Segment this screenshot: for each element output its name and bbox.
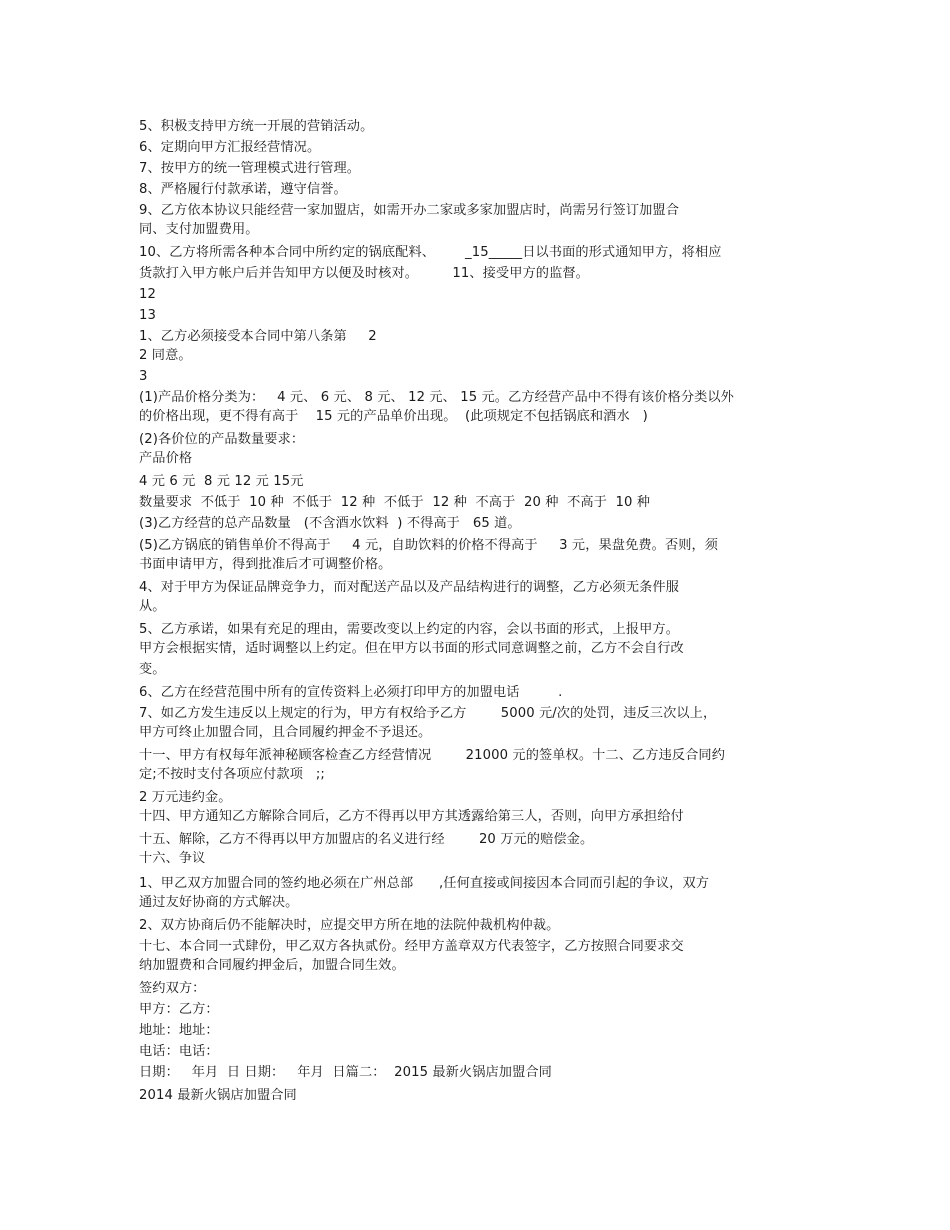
text-line: 的价格出现，更不得有高于 15 元的产品单价出现。 (此项规定不包括锅底和酒水 ) bbox=[139, 409, 648, 424]
text-line: 6、定期向甲方汇报经营情况。 bbox=[139, 140, 321, 155]
text-line: 10、乙方将所需各种本合同中所约定的锅底配料、 _15_____日以书面的形式通知甲方，将相应 bbox=[139, 245, 722, 260]
text-line: 4、对于甲方为保证品牌竞争力，而对配送产品以及产品结构进行的调整，乙方必须无条件服 bbox=[139, 580, 679, 595]
text-line: 从。 bbox=[139, 599, 166, 614]
text-line: 7、按甲方的统一管理模式进行管理。 bbox=[139, 161, 361, 176]
text-line: 十一、甲方有权每年派神秘顾客检查乙方经营情况 21000 元的签单权。十二、乙方违反合同约 bbox=[139, 748, 725, 763]
text-line: 十四、甲方通知乙方解除合同后，乙方不得再以甲方其透露给第三人，否则，向甲方承担给付 bbox=[139, 809, 684, 824]
text-line: 书面申请甲方，得到批准后才可调整价格。 bbox=[139, 557, 392, 572]
text-line: 同、支付加盟费用。 bbox=[139, 222, 259, 237]
text-line: 5、乙方承诺，如果有充足的理由，需要改变以上约定的内容，会以书面的形式，上报甲方。 bbox=[139, 622, 679, 637]
text-line: (1)产品价格分类为： 4 元、 6 元、 8 元、 12 元、 15 元。乙方经营产品中不得有该价格分类以外 bbox=[139, 390, 734, 405]
text-line: 甲方可终止加盟合同，且合同履约押金不予退还。 bbox=[139, 725, 432, 740]
text-line: 7、如乙方发生违反以上规定的行为，甲方有权给予乙方 5000 元/次的处罚，违反三次以上， bbox=[139, 706, 717, 721]
text-line: 十六、争议 bbox=[139, 851, 206, 866]
text-line: (2)各价位的产品数量要求： bbox=[139, 432, 305, 447]
text-line: 12 bbox=[139, 287, 156, 302]
text-line: 13 bbox=[139, 308, 156, 323]
text-line: 2 同意。 bbox=[139, 348, 192, 363]
text-line: 十五、解除，乙方不得再以甲方加盟店的名义进行经 20 万元的赔偿金。 bbox=[139, 832, 594, 847]
text-line: 4 元 6 元 8 元 12 元 15元 bbox=[139, 474, 304, 489]
text-line: 甲方：乙方： bbox=[139, 1002, 219, 1017]
text-line: 纳加盟费和合同履约押金后，加盟合同生效。 bbox=[139, 958, 405, 973]
text-line: 数量要求 不低于 10 种 不低于 12 种 不低于 12 种 不高于 20 种 不高于 10 种 bbox=[139, 495, 651, 510]
text-line: 签约双方： bbox=[139, 981, 206, 996]
text-line: 甲方会根据实情，适时调整以上约定。但在甲方以书面的形式同意调整之前，乙方不会自行改 bbox=[139, 641, 684, 656]
text-line: 6、乙方在经营范围中所有的宣传资料上必须打印甲方的加盟电话 . bbox=[139, 685, 563, 700]
text-line: 通过友好协商的方式解决。 bbox=[139, 895, 299, 910]
text-line: 5、积极支持甲方统一开展的营销活动。 bbox=[139, 119, 374, 134]
text-line: 电话：电话： bbox=[139, 1044, 219, 1059]
text-line: 定;不按时支付各项应付款项 ;; bbox=[139, 767, 325, 782]
text-line: 8、严格履行付款承诺，遵守信誉。 bbox=[139, 182, 347, 197]
text-line: 十七、本合同一式肆份，甲乙双方各执贰份。经甲方盖章双方代表签字，乙方按照合同要求交 bbox=[139, 939, 684, 954]
text-line: 货款打入甲方帐户后并告知甲方以便及时核对。 11、接受甲方的监督。 bbox=[139, 266, 589, 281]
text-line: 产品价格 bbox=[139, 451, 193, 466]
text-line: 2 万元违约金。 bbox=[139, 790, 232, 805]
text-line: (3)乙方经营的总产品数量 (不含酒水饮料 ) 不得高于 65 道。 bbox=[139, 516, 521, 531]
text-line: 地址：地址： bbox=[139, 1023, 219, 1038]
text-line: 2、双方协商后仍不能解决时，应提交甲方所在地的法院仲裁机构仲裁。 bbox=[139, 918, 560, 933]
text-line: 1、甲乙双方加盟合同的签约地必须在广州总部 ,任何直接或间接因本合同而引起的争议，双方 bbox=[139, 876, 710, 891]
text-line: 变。 bbox=[139, 662, 166, 677]
text-line: 2014 最新火锅店加盟合同 bbox=[139, 1088, 297, 1103]
text-line: (5)乙方锅底的销售单价不得高于 4 元，自助饮料的价格不得高于 3 元，果盘免费。否则，须 bbox=[139, 538, 719, 553]
text-line: 1、乙方必须接受本合同中第八条第 2 bbox=[139, 329, 377, 344]
text-line: 9、乙方依本协议只能经营一家加盟店，如需开办二家或多家加盟店时，尚需另行签订加盟合 bbox=[139, 203, 679, 218]
text-line: 日期： 年月 日 日期： 年月 日篇二： 2015 最新火锅店加盟合同 bbox=[139, 1065, 552, 1080]
text-line: 3 bbox=[139, 369, 148, 384]
